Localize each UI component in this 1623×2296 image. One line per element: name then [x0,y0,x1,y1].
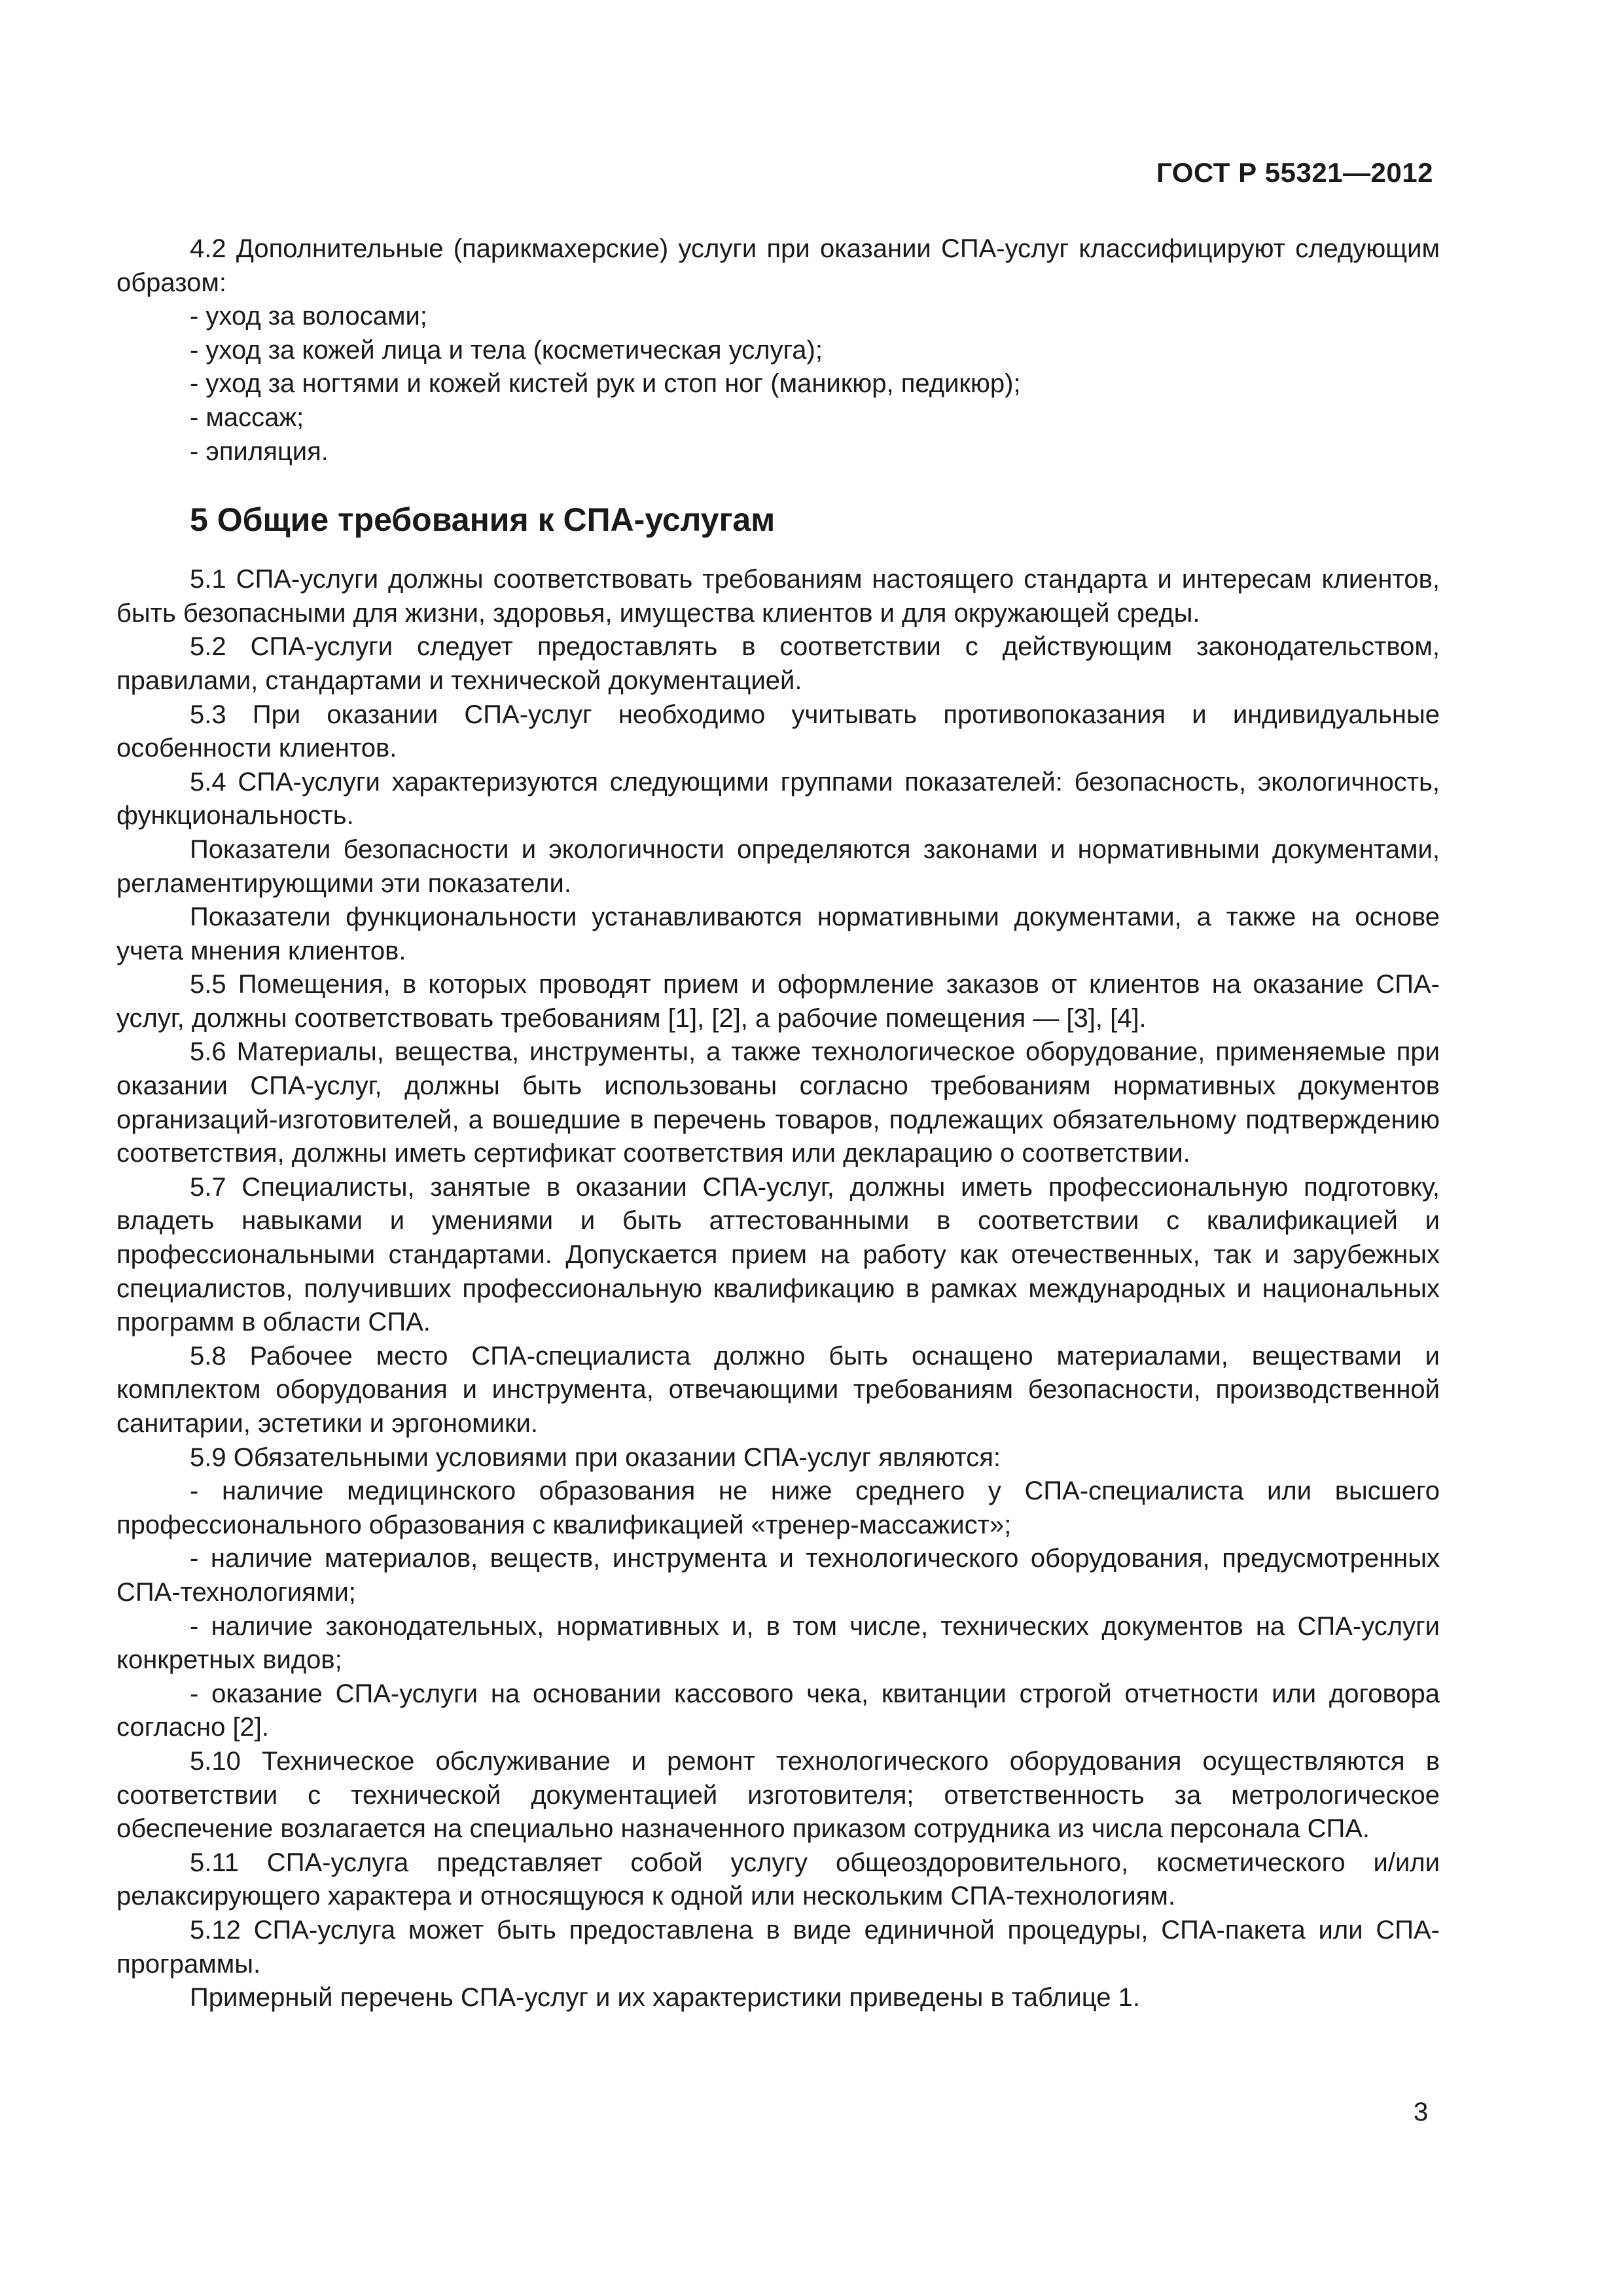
paragraph-5-6: 5.6 Материалы, вещества, инструменты, а также технологическое оборудование, применяемые при оказании СПА-услуг, должны быть использованы согласно требованиям нормативных документов организаций-изготовителей, а вошедшие в перечень товаров, подлежащих обязательному подтверждению соответствия, должны иметь сертификат соответствия или декларацию о соответствии. [116,1037,1440,1168]
list-item: - уход за кожей лица и тела (косметическая услуга); [190,335,823,365]
paragraph-5-3: 5.3 При оказании СПА-услуг необходимо учитывать противопоказания и индивидуальные особенности клиентов. [116,700,1440,763]
list-item: - наличие законодательных, нормативных и, в том числе, технических документов на СПА-услуги конкретных видов; [116,1611,1440,1675]
paragraph-5-12: 5.12 СПА-услуга может быть предоставлена в виде единичной процедуры, СПА-пакета или СПА-программы. [116,1915,1440,1979]
list-item: - эпиляция. [190,437,329,466]
list-item: - оказание СПА-услуги на основании кассового чека, квитанции строгой отчетности или договора согласно [2]. [116,1679,1440,1742]
paragraph-5-9: 5.9 Обязательными условиями при оказании СПА-услуг являются: [190,1443,1001,1472]
page-body [116,232,1440,2015]
list-item: - наличие медицинского образования не ниже среднего у СПА-специалиста или высшего профессионального образования с квалификацией «тренер-массажист»; [116,1477,1440,1539]
paragraph-5-4: 5.4 СПА-услуги характеризуются следующими группами показателей: безопасность, экологичность, функциональность. [116,767,1440,831]
paragraph-5-1: 5.1 СПА-услуги должны соответствовать требованиям настоящего стандарта и интересам клиентов, быть безопасными для жизни, здоровья, имущества клиентов и для окружающей среды. [116,565,1440,628]
paragraph-4-2: 4.2 Дополнительные (парикмахерские) услуги при оказании СПА-услуг классифицируют следующим образом: [116,234,1440,297]
list-item: - уход за волосами; [190,302,427,331]
paragraph-5-5: 5.5 Помещения, в которых проводят прием и оформление заказов от клиентов на оказание СПА-услуг, должны соответствовать требованиям [1], [2], а рабочие помещения — [3], [4]. [116,970,1440,1033]
paragraph-safety-indicators: Показатели безопасности и экологичности определяются законами и нормативными документами, регламентирующими эти показатели. [116,834,1440,898]
paragraph-5-11: 5.11 СПА-услуга представляет собой услугу общеоздоровительного, косметического и/или релаксирующего характера и относящуюся к одной или нескольким СПА-технологиям. [116,1848,1440,1911]
paragraph-functionality-indicators: Показатели функциональности устанавливаются нормативными документами, а также на основе учета мнения клиентов. [116,903,1440,965]
paragraph-5-7: 5.7 Специалисты, занятые в оказании СПА-услуг, должны иметь профессиональную подготовку, владеть навыками и умениями и быть аттестованными в соответствии с квалификацией и профессиональными стандартами. Допускается прием на работу как отечественных, так и зарубежных специалистов, получивших профессиональную квалификацию в рамках международных и национальных программ в области СПА. [116,1172,1440,1337]
paragraph-5-2: 5.2 СПА-услуги следует предоставлять в соответствии с действующим законодательством, правилами, стандартами и технической документацией. [116,632,1440,695]
page-number: 3 [1414,2098,1429,2126]
document-code-header: ГОСТ Р 55321—2012 [1156,157,1433,188]
list-item: - уход за ногтями и кожей кистей рук и стоп ног (маникюр, педикюр); [190,369,1021,399]
list-item: - наличие материалов, веществ, инструмента и технологического оборудования, предусмотренных СПА-технологиями; [116,1544,1440,1607]
paragraph-5-8: 5.8 Рабочее место СПА-специалиста должно быть оснащено материалами, веществами и комплектом оборудования и инструмента, отвечающими требованиям безопасности, производственной санитарии, эстетики и эргономики. [116,1341,1440,1438]
section-5-heading: 5 Общие требования к СПА-услугам [190,501,776,539]
paragraph-table-reference: Примерный перечень СПА-услуг и их характеристики приведены в таблице 1. [190,1983,1140,2013]
paragraph-5-10: 5.10 Техническое обслуживание и ремонт технологического оборудования осуществляются в соответствии с технической документацией изготовителя; ответственность за метрологическое обеспечение возлагается на специально назначенного приказом сотрудника из числа персонала СПА. [116,1746,1440,1844]
list-item: - массаж; [190,403,304,432]
